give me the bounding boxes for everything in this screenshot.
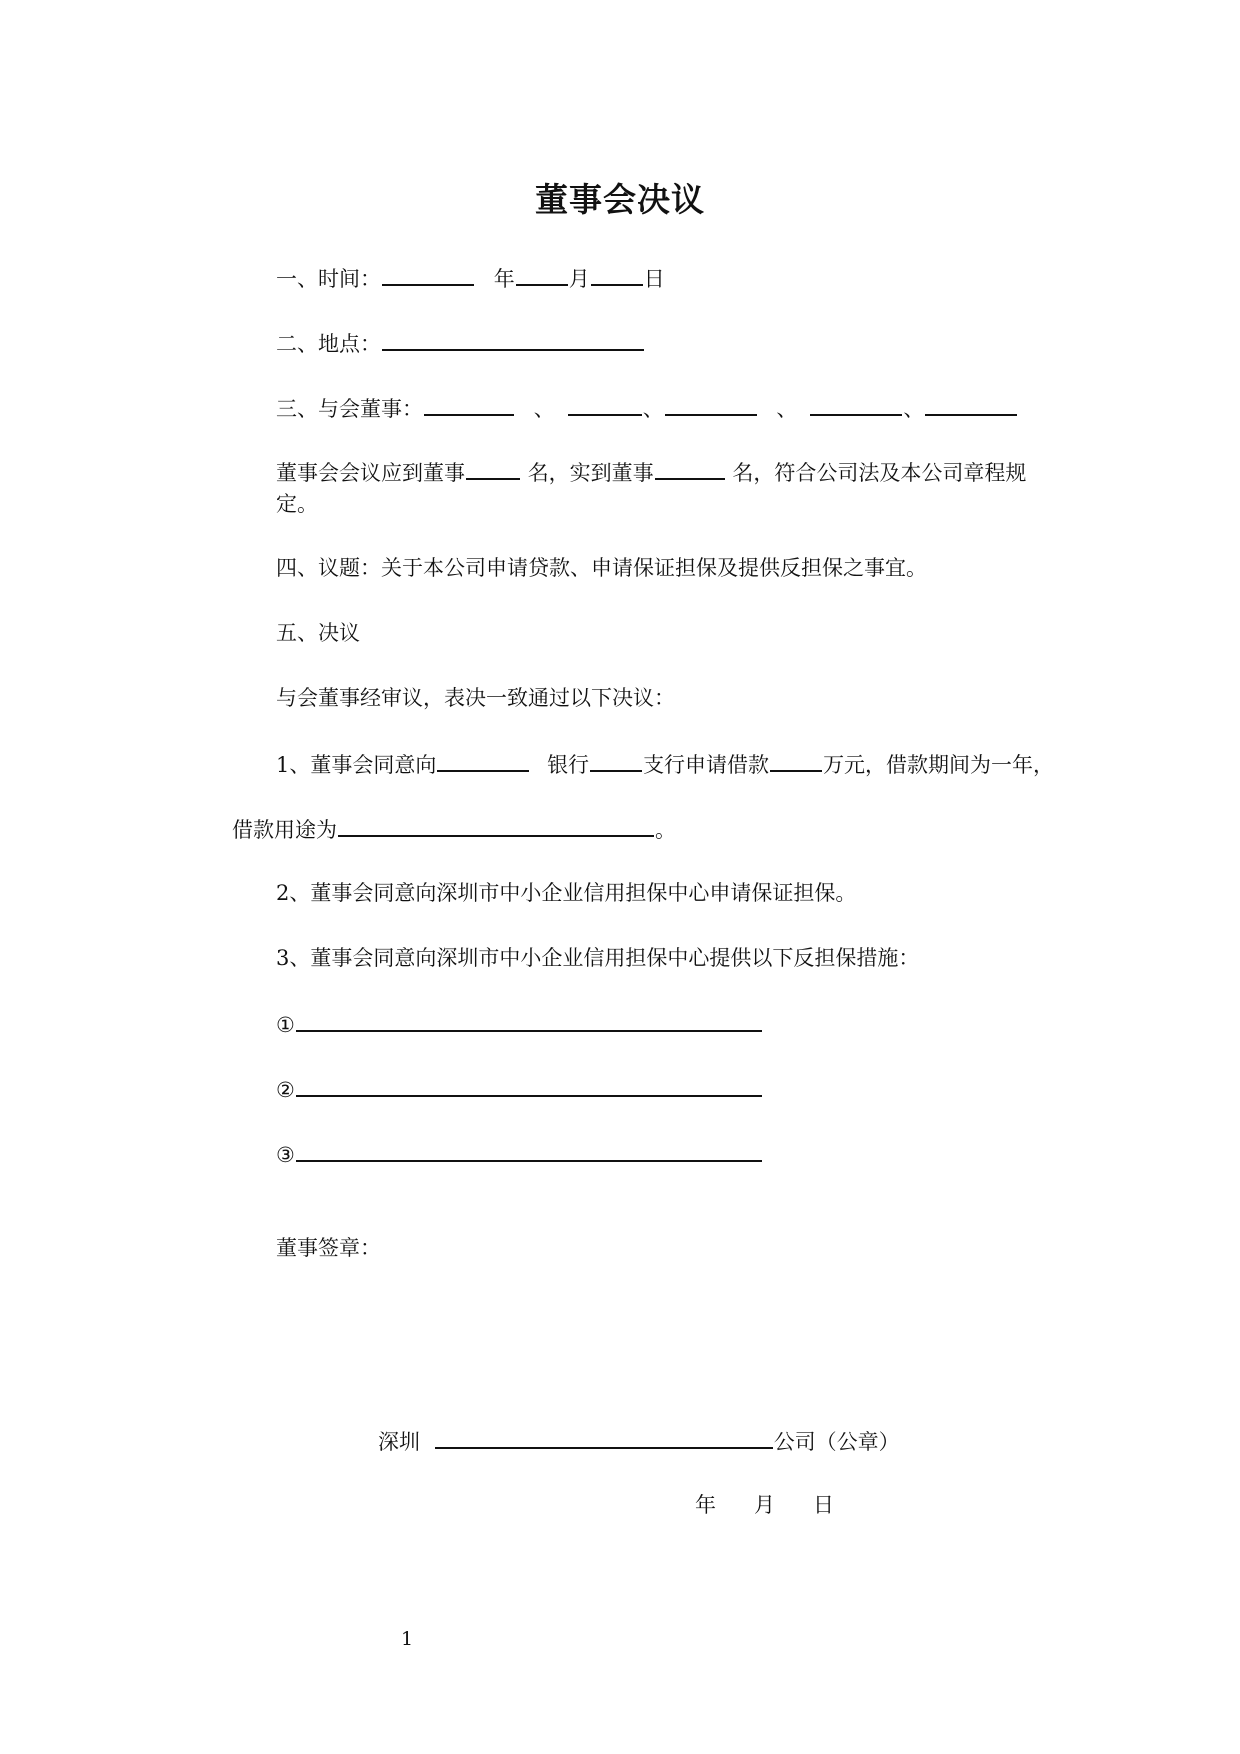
sign-month-label: 月	[754, 1493, 775, 1517]
page-number: 1	[401, 1628, 414, 1650]
resolution-heading: 五、决议	[276, 621, 360, 645]
item1-text-2: 银行	[547, 753, 590, 777]
sign-year-label: 年	[695, 1493, 716, 1517]
attending-directors-line	[276, 392, 1018, 424]
company-name-blank[interactable]	[435, 1425, 773, 1449]
separator: 、	[903, 397, 925, 421]
time-blank-month[interactable]	[516, 262, 568, 286]
signature-label: 董事签章：	[276, 1236, 381, 1260]
attendance-text-1: 董事会会议应到董事	[276, 461, 465, 485]
resolution-item-3: 3、董事会同意向深圳市中小企业信用担保中心提供以下反担保措施：	[276, 946, 920, 970]
separator: 、	[642, 397, 664, 421]
time-blank-year[interactable]	[382, 262, 474, 286]
measure-line-1	[276, 1008, 763, 1040]
attendance-paragraph	[276, 456, 1056, 520]
separator: 、	[533, 397, 555, 421]
item1-text-4: 万元，借款期间为一年，	[823, 753, 1055, 777]
company-seal-line	[378, 1425, 900, 1457]
loan-purpose-line	[232, 813, 676, 845]
loan-purpose-blank[interactable]	[338, 813, 654, 837]
resolution-item-2: 2、董事会同意向深圳市中小企业信用担保中心申请保证担保。	[276, 881, 857, 905]
sign-day-label: 日	[813, 1493, 834, 1517]
sign-date-line	[695, 1490, 834, 1520]
topic-line: 四、议题：关于本公司申请贷款、申请保证担保及提供反担保之事宜。	[276, 556, 927, 580]
time-blank-day[interactable]	[591, 262, 643, 286]
month-label: 月	[568, 267, 590, 291]
loan-amount-blank[interactable]	[770, 748, 822, 772]
item1-text-3: 支行申请借款	[643, 753, 770, 777]
bank-name-blank[interactable]	[437, 748, 529, 772]
item1-text-1: 1、董事会同意向	[276, 753, 437, 777]
item1-text-5: 借款用途为	[232, 818, 337, 842]
company-prefix: 深圳	[378, 1430, 420, 1454]
meeting-time-line	[276, 262, 665, 294]
resolution-intro: 与会董事经审议，表决一致通过以下决议：	[276, 686, 675, 710]
measure-marker: ①	[276, 1013, 295, 1037]
company-suffix: 公司（公章）	[773, 1430, 900, 1454]
measure-blank-2[interactable]	[296, 1073, 762, 1097]
day-label: 日	[643, 267, 665, 291]
year-label: 年	[493, 267, 515, 291]
required-directors-blank[interactable]	[466, 456, 520, 480]
measure-blank-1[interactable]	[296, 1008, 762, 1032]
directors-label: 三、与会董事：	[276, 397, 423, 421]
director-blank-1[interactable]	[424, 392, 514, 416]
measure-line-3	[276, 1138, 763, 1170]
attendance-text-2: 名，实到董事	[527, 461, 654, 485]
meeting-place-line	[276, 327, 645, 359]
item1-text-6: 。	[655, 818, 676, 842]
director-blank-3[interactable]	[665, 392, 757, 416]
separator: 、	[776, 397, 798, 421]
place-label: 二、地点：	[276, 332, 381, 356]
document-title: 董事会决议	[535, 180, 705, 219]
measure-marker: ③	[276, 1143, 295, 1167]
branch-name-blank[interactable]	[590, 748, 642, 772]
director-blank-5[interactable]	[925, 392, 1017, 416]
measure-blank-3[interactable]	[296, 1138, 762, 1162]
attendance-text-3: 名，符合公司法及本公司章程规定。	[276, 461, 1027, 516]
measure-marker: ②	[276, 1078, 295, 1102]
place-blank[interactable]	[382, 327, 644, 351]
time-label: 一、时间：	[276, 267, 381, 291]
director-blank-4[interactable]	[810, 392, 902, 416]
director-blank-2[interactable]	[568, 392, 642, 416]
present-directors-blank[interactable]	[655, 456, 725, 480]
resolution-item-1	[276, 748, 1054, 780]
measure-line-2	[276, 1073, 763, 1105]
